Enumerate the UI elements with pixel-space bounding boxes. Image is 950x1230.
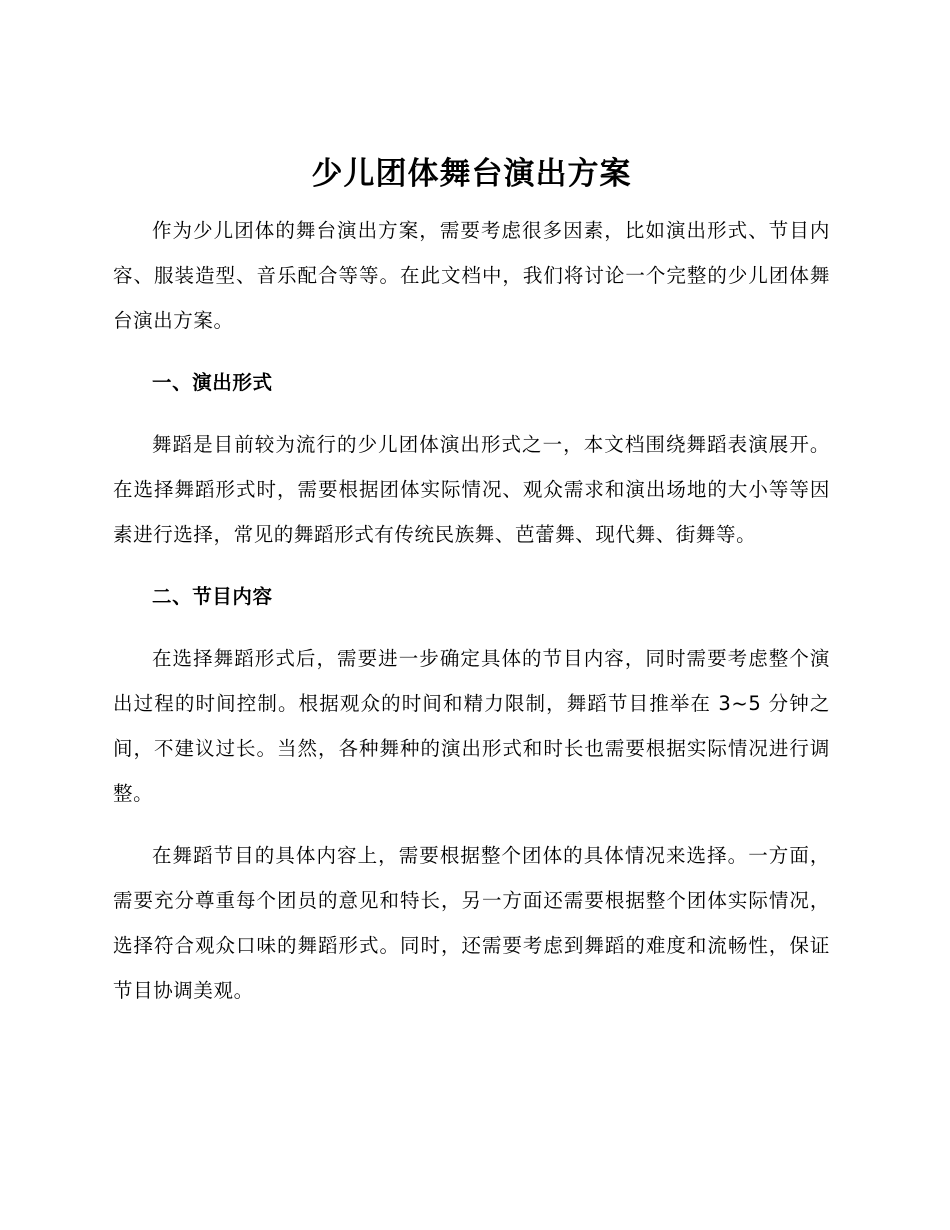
section-heading-performance-form: 一、演出形式 — [152, 371, 273, 394]
intro-paragraph: 作为少儿团体的舞台演出方案，需要考虑很多因素，比如演出形式、节目内容、服装造型、音乐配合等等。在此文档中，我们将讨论一个完整的少儿团体舞台演出方案。 — [113, 219, 830, 332]
section-paragraph: 舞蹈是目前较为流行的少儿团体演出形式之一，本文档围绕舞蹈表演展开。在选择舞蹈形式时，需要根据团体实际情况、观众需求和演出场地的大小等等因素进行选择，常见的舞蹈形式有传统民族舞、芭蕾舞、现代舞、街舞等。 — [113, 433, 830, 546]
document-title: 少儿团体舞台演出方案 — [311, 156, 632, 192]
section-paragraph: 在选择舞蹈形式后，需要进一步确定具体的节目内容，同时需要考虑整个演出过程的时间控制。根据观众的时间和精力限制，舞蹈节目推举在 3~5 分钟之间，不建议过长。当然，各种舞种的演出形式和时长也需要根据实际情况进行调整。 — [113, 647, 830, 805]
section-heading-program-content: 二、节目内容 — [152, 585, 273, 608]
section-paragraph: 在舞蹈节目的具体内容上，需要根据整个团体的具体情况来选择。一方面，需要充分尊重每个团员的意见和特长，另一方面还需要根据整个团体实际情况，选择符合观众口味的舞蹈形式。同时，还需要考虑到舞蹈的难度和流畅性，保证节目协调美观。 — [113, 844, 830, 1002]
